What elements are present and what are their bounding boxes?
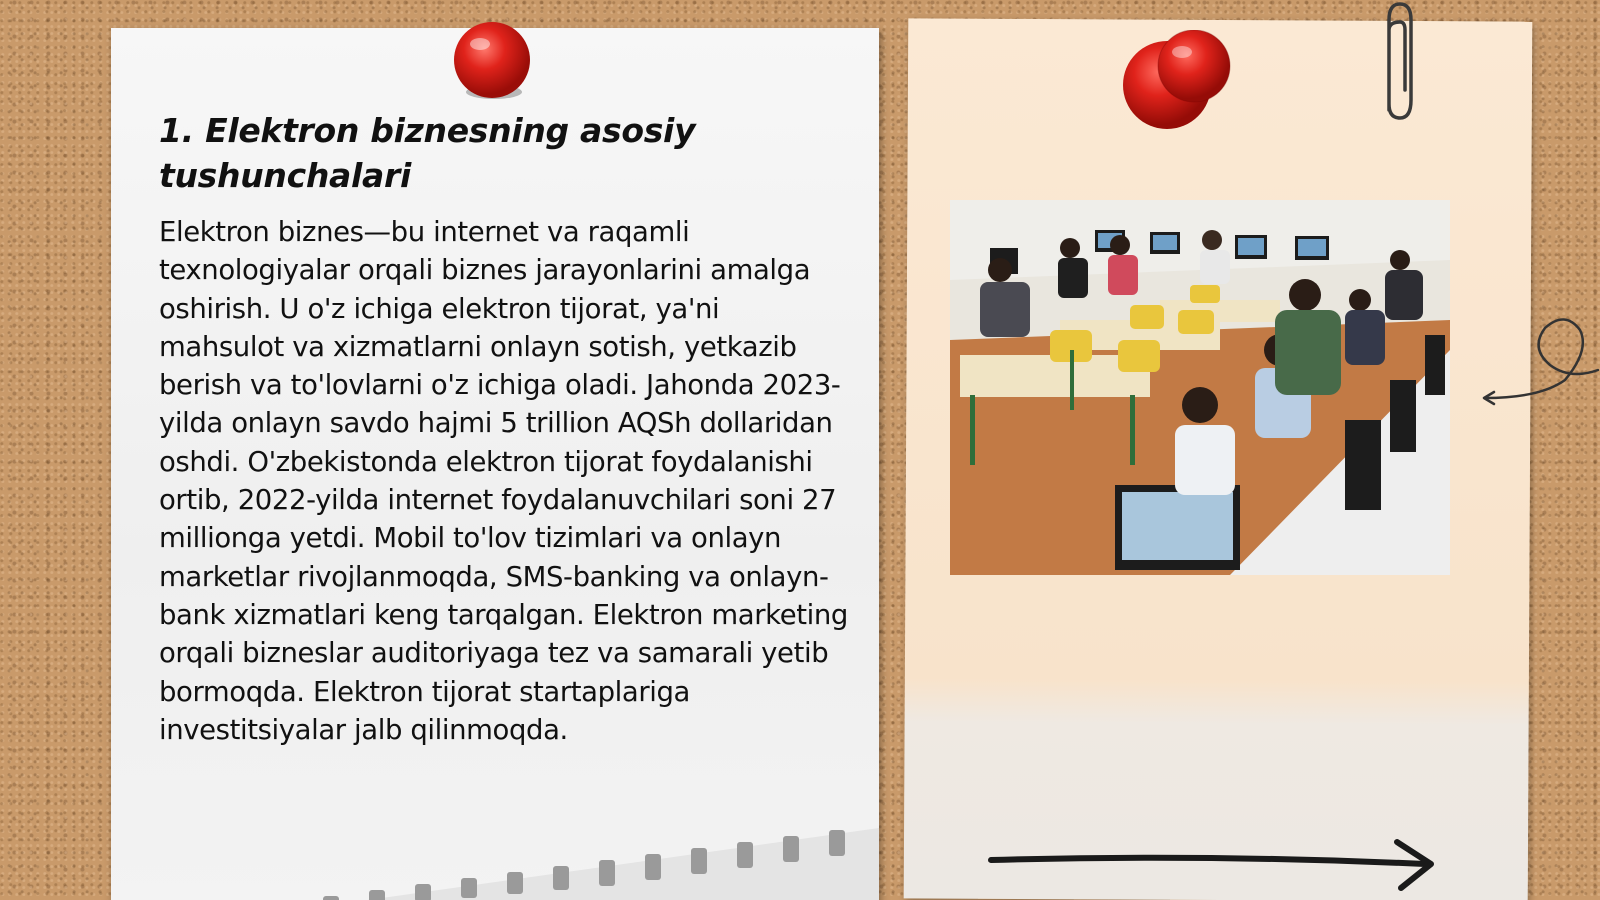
push-pin-icon — [1122, 30, 1242, 135]
curl-arrow-icon — [1480, 310, 1600, 410]
arrow-right-icon — [985, 838, 1450, 894]
computer-classroom-photo — [950, 200, 1450, 575]
text-note-card — [111, 28, 879, 900]
torn-paper-edge — [111, 788, 879, 900]
paper-clip-icon — [1375, 0, 1425, 125]
push-pin-icon — [452, 20, 532, 102]
slide-body-text: Elektron biznes—bu internet va raqamli texnologiyalar orqali biznes jarayonlarini amalga oshirish. U o'z ichiga elektron tijorat, ya'ni mahsulot va xizmatlarni onlayn sotish, yetkazib berish va to'lovlarni o'z ichiga oladi. Jahonda 2023-yilda onlayn savdo hajmi 5 trillion AQSh dollaridan oshdi. O'zbekistonda elektron tijorat foydalanishi ortib, 2022-yilda internet foydalanuvchilari soni 27 millionga yetdi. Mobil to'lov tizimlari va onlayn marketlar rivojlanmoqda, SMS-banking va onlayn-bank xizmatlari keng tarqalgan. Elektron marketing orqali bizneslar auditoriyaga tez va samarali yetib bormoqda. Elektron tijorat startaplariga investitsiyalar jalb qilinmoqda. — [159, 216, 848, 746]
slide-title: 1. Elektron biznesning asosiy tushunchalari — [159, 111, 696, 195]
